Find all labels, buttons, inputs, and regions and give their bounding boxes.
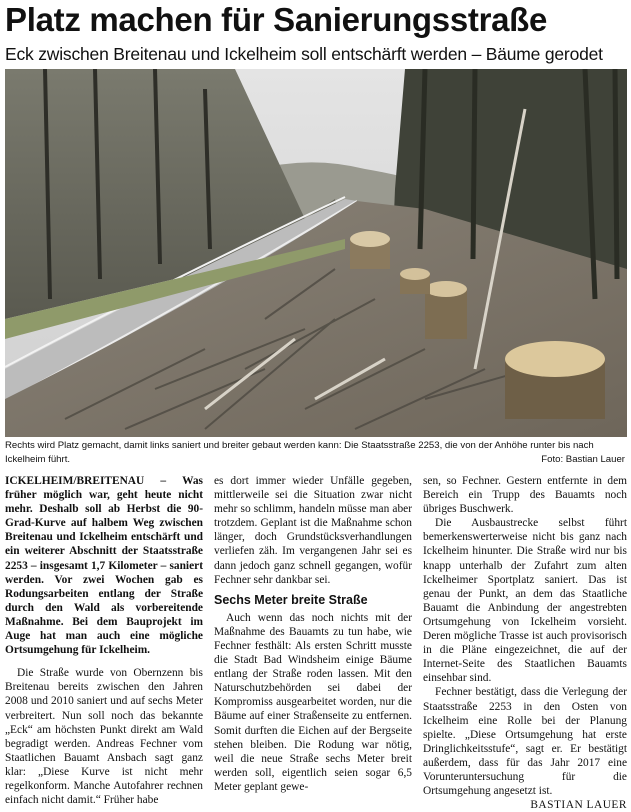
column-1 bbox=[5, 474, 203, 807]
body-paragraph-6: Fechner bestätigt, dass die Verlegung der Staatsstraße 2253 in den Osten von Ickelheim eine Rolle bei der Planung spielte. „Diese Ortsumgehung hat erste Dringlichkeitsstufe“, sagt er. Er bestätigt außerdem, dass für das Jahr 2017 eine Vorunteruntersuchung für die Ortsumgehung angesetzt ist. bbox=[423, 686, 627, 798]
body-paragraph-4: sen, so Fechner. Gestern entfernte in dem Bereich ein Trupp des Bauamts noch übriges Buschwerk. bbox=[423, 475, 627, 516]
section-subtitle: Sechs Meter breite Straße bbox=[214, 592, 368, 607]
forest-road-photo bbox=[5, 69, 627, 437]
column-2 bbox=[214, 474, 412, 793]
subheadline: Eck zwischen Breitenau und Ickelheim soll entschärft werden – Bäume gerodet bbox=[5, 44, 603, 64]
body-paragraph-1: Die Straße wurde von Obernzenn bis Breitenau bereits zwischen den Jahren 2008 und 2010 saniert und auf sechs Meter verbreitert. Nun soll noch das bekannte „Eck“ am höchsten Punkt direkt am Wald begradigt werden. Andreas Fechner vom Staatlichen Bauamt Ansbach sagt ganz klar: „Diese Kurve ist nicht mehr regelkonform. Manche Autofahrer rechnen einfach nicht damit.“ Früher habe bbox=[5, 667, 203, 807]
author-byline: BASTIAN LAUER bbox=[530, 799, 627, 812]
column-3 bbox=[423, 474, 627, 812]
lead-paragraph: ICKELHEIM/BREITENAU – Was früher möglich war, geht heute nicht mehr. Deshalb soll ab Herbst die 90-Grad-Kurve auf halbem Weg zwischen Breitenau und Ickelheim entschärft und ein weiterer Abschnitt der Staatsstraße 2253 – insgesamt 1,7 Kilometer – saniert werden. Vor zwei Wochen gab es Rodungsarbeiten entlang der Straße durch den Wald als vorbereitende Maßnahme. Bei dem Bauprojekt im Auge hat man auch eine mögliche Ortsumgehung für Ickelheim. bbox=[5, 475, 203, 657]
caption-text: Rechts wird Platz gemacht, damit links saniert und breiter gebaut werden kann: Die Staatsstraße 2253, die von der Anhöhe runter bis nach Ickelheim führt. bbox=[5, 440, 594, 465]
body-paragraph-2: es dort immer wieder Unfälle gegeben, mittlerweile sei die Situation zwar nicht mehr so schlimm, handeln müsse man aber trotzdem. Geplant ist die Maßnahme schon länger, doch Grundstücksverhandlungen verliefen zäh. Im vergangenen Jahr sei es dann jedoch ganz schnell gegangen, wofür Fechner sehr dankbar sei. bbox=[214, 475, 412, 586]
photo-credit: Foto: Bastian Lauer bbox=[541, 454, 625, 465]
headline: Platz machen für Sanierungsstraße bbox=[5, 1, 548, 38]
body-paragraph-5: Die Ausbaustrecke selbst führt bemerkenswerterweise nicht bis ganz nach Ickelheim hinunter. Die Straße wird nur bis knapp unterhalb der Zufahrt zum alten Ickelheimer Sportplatz saniert. Das ist genau der Punkt, an dem das Staatliche Bauamt die Anbindung der angestrebten Ortsumgehung von Ickelheim vorsieht. Deren mögliche Trasse ist auch provisorisch in die Pläne eingezeichnet, die auf der Internet-Seite des Staatlichen Bauamts einsehbar sind. bbox=[423, 517, 627, 685]
photo-caption bbox=[5, 439, 627, 469]
article-photo bbox=[5, 69, 627, 437]
body-paragraph-3: Auch wenn das noch nichts mit der Maßnahme des Bauamts zu tun habe, wie Fechner festhält: Als ersten Schritt musste die Stadt Bad Windsheim einige Bäume entlang der Straße roden lassen. Mit den Naturschutzbehörden sei dabei der Kompromiss ausgearbeitet worden, nur die Bäume auf einer Straßenseite zu entfernen. Somit durften die Eichen auf der Bergseite stehen bleiben. Die Rodung war nötig, weil die neue Straße sechs Meter breit werden soll, eigentlich seien sogar 6,5 Meter geplant gewe- bbox=[214, 611, 412, 793]
